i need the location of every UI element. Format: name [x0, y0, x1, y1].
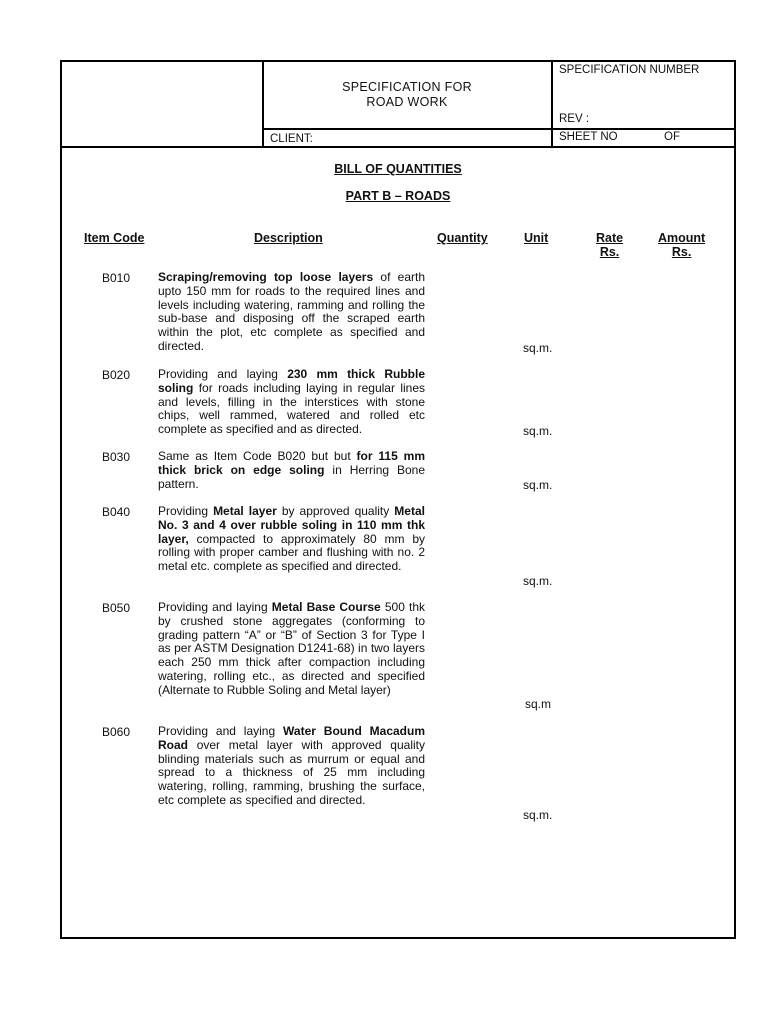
col-rate: [596, 231, 623, 259]
desc-text: in Herring Bone pattern.: [158, 462, 426, 491]
desc-text: over metal layer with approved quality blinding materials such as murrum or equal and spread to a thickness of 25 mm including watering, rolling, ramming, brushing the surface, etc complete as specified and directed.: [158, 737, 425, 807]
desc-text: Providing and laying: [158, 367, 288, 381]
desc-text: Providing and laying: [158, 724, 284, 738]
item-unit: sq.m.: [523, 424, 553, 438]
title-line-2: ROAD WORK: [366, 95, 448, 109]
sheet-no-label: SHEET NO: [559, 131, 618, 143]
desc-text: compacted to approximately 80 mm by rolling with proper camber and flushing with no. 2 metal etc. complete as specified and directed.: [158, 531, 425, 574]
col-amount-line-2: Rs.: [671, 245, 692, 259]
document-title: [264, 80, 550, 110]
rev-label: REV :: [559, 113, 590, 125]
item-code: B050: [102, 601, 131, 615]
boq-heading: BILL OF QUANTITIES: [334, 162, 462, 176]
desc-text: 500 thk by crushed stone aggregates (conforming to grading pattern “A” or “B” of Section 3 for Type I as per ASTM Designation D1241-68) in two layers each 250 mm thick after compaction including watering, rolling etc., as directed and specified (Alternate to Rubble Soling and Metal layer): [158, 600, 426, 697]
col-rate-line-2: Rs.: [599, 245, 620, 259]
desc-text: Same as Item Code B020 but but: [158, 449, 357, 463]
item-code: B030: [102, 450, 131, 464]
desc-bold: Scraping/removing top loose layers: [158, 270, 374, 284]
header-divider-right: [551, 60, 553, 147]
of-label: OF: [664, 131, 680, 143]
desc-text: by approved quality: [276, 504, 395, 518]
item-description: [158, 368, 425, 437]
col-amount: [658, 231, 705, 259]
item-code: B020: [102, 368, 131, 382]
col-description: Description: [254, 231, 323, 245]
desc-bold: Metal Base Course: [271, 600, 381, 614]
desc-text: Providing and laying: [158, 600, 272, 614]
item-unit: sq.m.: [523, 808, 553, 822]
header-bottom-line: [60, 146, 736, 148]
col-unit: Unit: [524, 231, 549, 245]
col-rate-line-1: Rate: [596, 231, 624, 245]
title-line-1: SPECIFICATION FOR: [342, 80, 472, 94]
col-item-code: Item Code: [84, 231, 145, 245]
item-unit: sq.m.: [523, 341, 553, 355]
item-unit: sq.m.: [523, 478, 553, 492]
item-code: B010: [102, 271, 131, 285]
desc-text: Providing: [158, 504, 214, 518]
item-description: [158, 450, 425, 491]
item-code: B040: [102, 505, 131, 519]
desc-bold: Metal No. 3 and 4 over rubble soling in 110 mm thk layer,: [158, 504, 425, 546]
item-code: B060: [102, 725, 131, 739]
item-description: [158, 271, 425, 354]
item-description: [158, 505, 425, 574]
desc-bold: 230 mm thick Rubble soling: [158, 367, 425, 395]
col-amount-line-1: Amount: [658, 231, 706, 245]
part-heading: PART B – ROADS: [345, 189, 451, 203]
desc-bold: Water Bound Macadum Road: [158, 724, 426, 752]
item-description: [158, 601, 425, 698]
desc-bold: Metal layer: [213, 504, 277, 518]
item-unit: sq.m.: [523, 574, 553, 588]
spec-number-label: SPECIFICATION NUMBER: [559, 64, 700, 76]
item-unit: sq.m: [525, 697, 552, 711]
desc-text: for roads including laying in regular lines and levels, filling in the interstices with stone chips, well rammed, watered and rolled etc complete as specified and as directed.: [158, 380, 425, 437]
desc-bold: for 115 mm thick brick on edge soling: [158, 449, 425, 477]
col-quantity: Quantity: [437, 231, 488, 245]
item-description: [158, 725, 425, 808]
client-label: CLIENT:: [270, 133, 313, 145]
desc-text: of earth upto 150 mm for roads to the required lines and levels including watering, ramming and rolling the sub-base and disposing off the scraped earth within the plot, etc complete as specified and directed.: [158, 270, 425, 353]
